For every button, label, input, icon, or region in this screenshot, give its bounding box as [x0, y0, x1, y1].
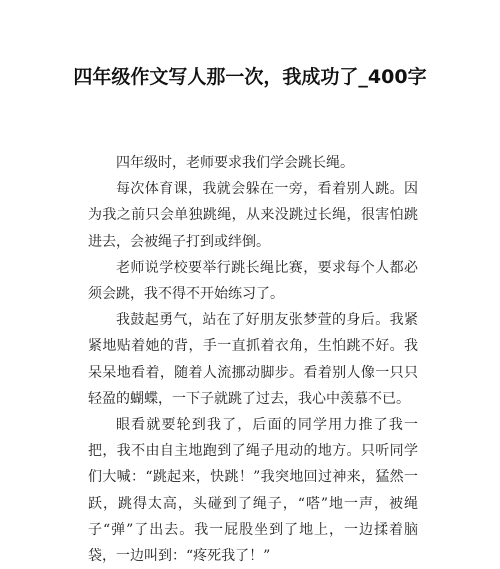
paragraph-2: 每次体育课，我就会躲在一旁，看着别人跳。因为我之前只会单独跳绳，从来没跳过长绳，很害怕跳进去，会被绳子打到或绊倒。: [88, 181, 418, 250]
article-body: [88, 150, 418, 569]
paragraph-3: 老师说学校要举行跳长绳比赛，要求每个人都必须会跳，我不得不开始练习了。: [88, 259, 418, 303]
article-title: 四年级作文写人那一次，我成功了_400字: [73, 66, 427, 88]
paragraph-5: 眼看就要轮到我了，后面的同学用力推了我一把，我不由自主地跑到了绳子甩动的地方。只听同学们大喊：“跳起来，快跳！”我突地回过神来，猛然一跃，跳得太高，头碰到了绳子，“嗒”地一声，被绳子“弹”了出去。我一屁股坐到了地上，一边揉着脑袋，一边叫到：“疼死我了！”: [88, 417, 418, 565]
paragraph-4: 我鼓起勇气，站在了好朋友张梦萱的身后。我紧紧地贴着她的背，手一直抓着衣角，生怕跳不好。我呆呆地看着，随着人流挪动脚步。看着别人像一只只轻盈的蝴蝶，一下子就跳了过去，我心中羡慕不已。: [88, 312, 418, 407]
paragraph-1: 四年级时，老师要求我们学会跳长绳。: [116, 155, 354, 171]
